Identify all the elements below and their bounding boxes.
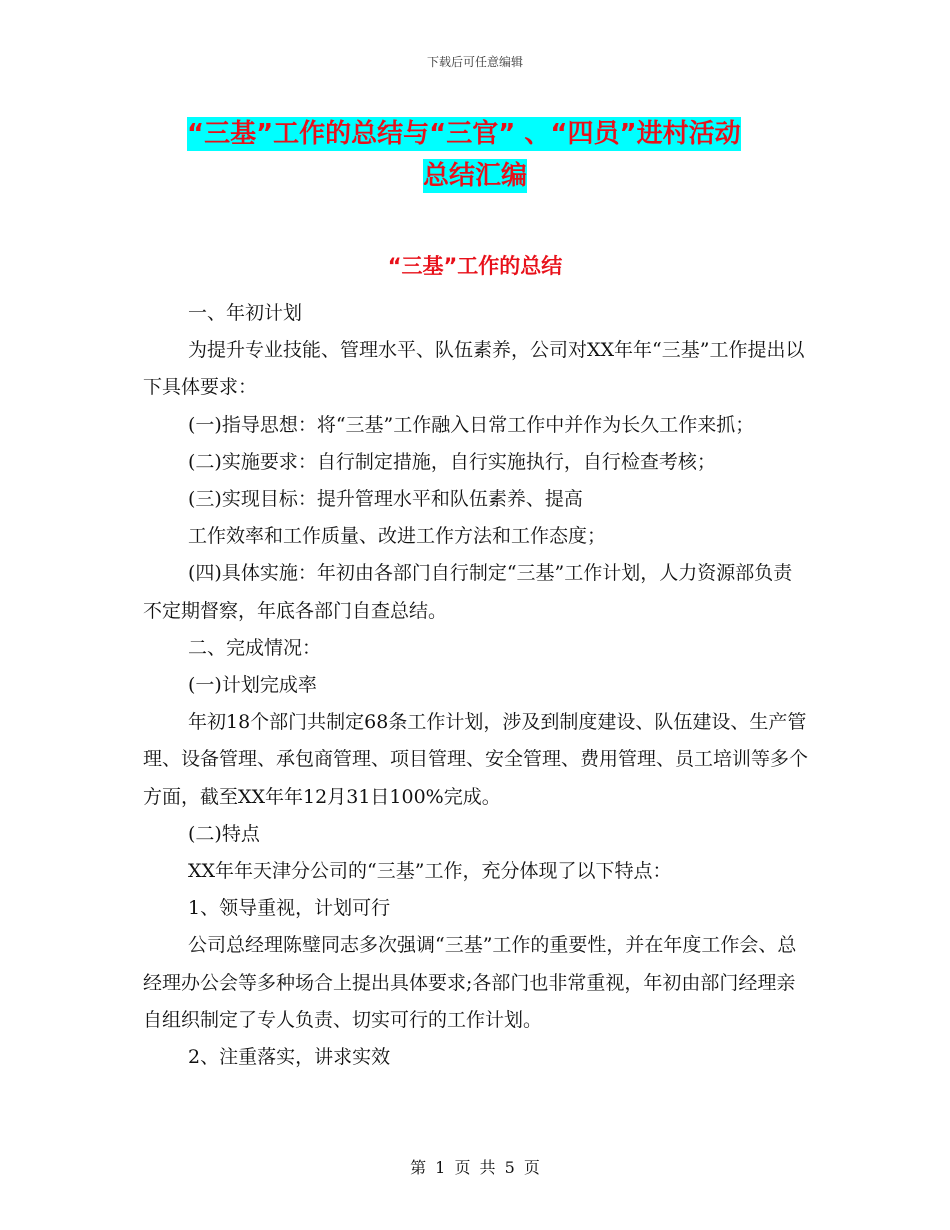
heading-completion: 二、完成情况： (188, 636, 322, 659)
paragraph: 为提升专业技能、管理水平、队伍素养，公司对XX年年“三基”工作提出以下具体要求： (143, 339, 805, 399)
subheading: (一)计划完成率 (188, 674, 317, 697)
document-body (143, 295, 811, 1076)
paragraph: XX年年天津分公司的“三基”工作，充分体现了以下特点： (188, 860, 672, 883)
paragraph: (一)指导思想：将“三基”工作融入日常工作中并作为长久工作来抓； (188, 413, 755, 436)
subheading: 1、领导重视，计划可行 (188, 897, 391, 920)
document-title-line-2 (0, 155, 950, 192)
heading-year-plan: 一、年初计划 (188, 302, 303, 324)
paragraph: 公司总经理陈璧同志多次强调“三基”工作的重要性，并在年度工作会、总经理办公会等多种场合上提出具体要求;各部门也非常重视，年初由部门经理亲自组织制定了专人负责、切实可行的工作计划。 (143, 934, 797, 1031)
paragraph: 年初18个部门共制定68条工作计划，涉及到制度建设、队伍建设、生产管理、设备管理、承包商管理、项目管理、安全管理、费用管理、员工培训等多个方面，截至XX年年12月31日100%完成。 (143, 711, 809, 808)
subheading: 2、注重落实，讲求实效 (188, 1046, 391, 1069)
title-line-2-text: 总结汇编 (422, 161, 527, 191)
title-line-1-text: “三基”工作的总结与“三官” 、“四员”进村活动 (187, 119, 741, 149)
paragraph: (二)实施要求：自行制定措施，自行实施执行，自行检查考核； (188, 450, 716, 473)
subheading: (二)特点 (188, 822, 260, 845)
paragraph: (三)实现目标：提升管理水平和队伍素养、提高 (188, 488, 583, 511)
page-header: 下载后可任意编辑 (426, 55, 523, 69)
paragraph: 工作效率和工作质量、改进工作方法和工作态度； (188, 525, 607, 548)
paragraph: (四)具体实施：年初由各部门自行制定“三基”工作计划，人力资源部负责不定期督察，年底各部门自查总结。 (143, 562, 793, 622)
section-title: “三基”工作的总结 (387, 254, 563, 278)
page-footer: 第 1 页 共 5 页 (410, 1158, 540, 1177)
document-title-line-1 (187, 113, 810, 150)
